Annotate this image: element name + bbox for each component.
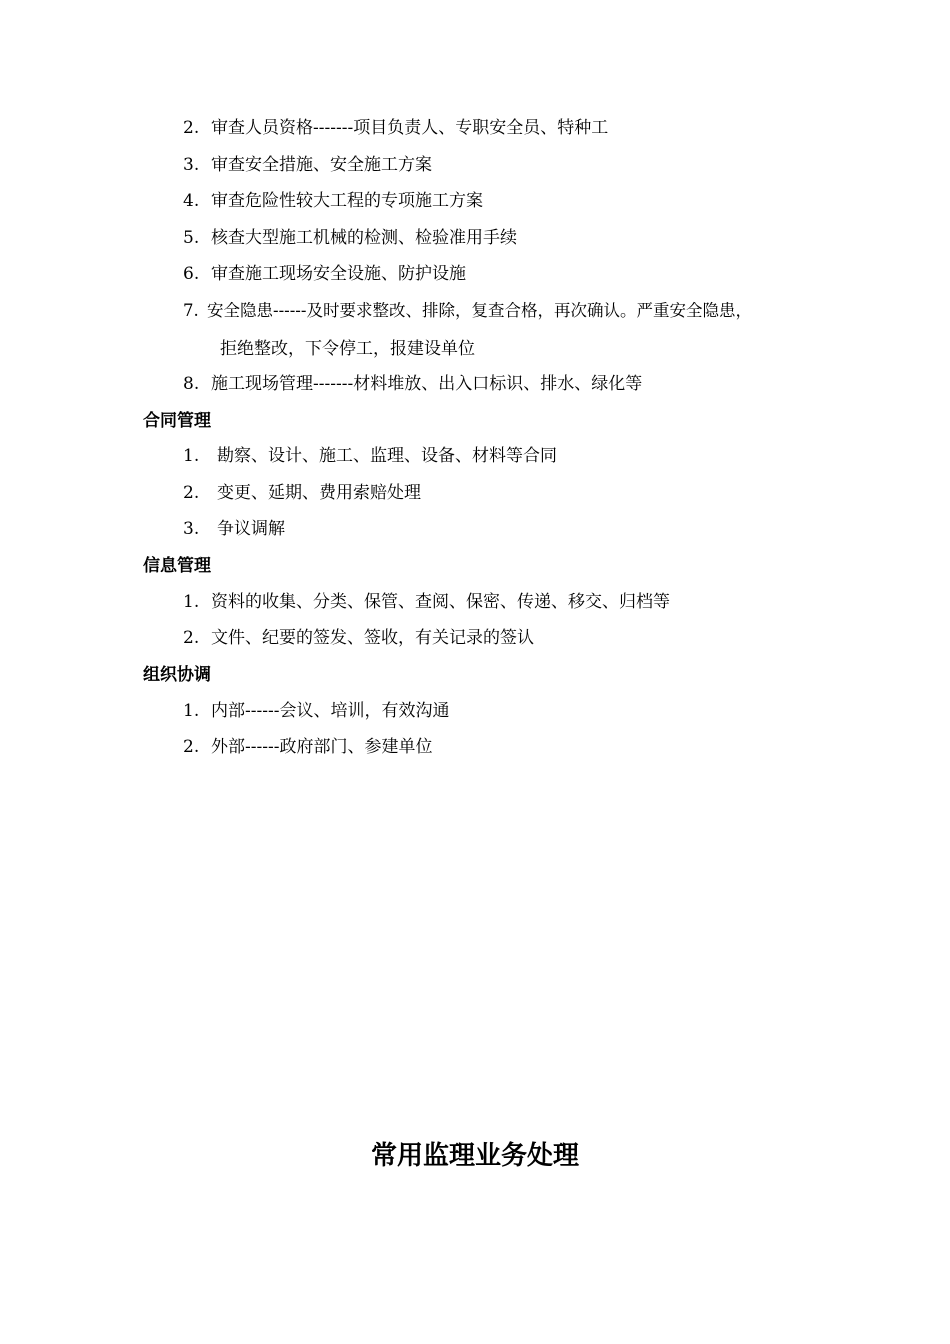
section-heading-coordination: 组织协调 (143, 665, 211, 685)
list-text: 外部------政府部门、参建单位 (211, 737, 433, 757)
list-text: 核查大型施工机械的检测、检验准用手续 (211, 228, 517, 248)
list-item (183, 189, 483, 213)
list-item (183, 153, 432, 177)
list-text: 勘察、设计、施工、监理、设备、材料等合同 (217, 446, 557, 466)
list-item (183, 226, 517, 250)
list-item (183, 444, 557, 468)
section-title: 常用监理业务处理 (370, 1141, 579, 1171)
list-item (183, 262, 466, 286)
list-item (183, 116, 608, 140)
list-text: 变更、延期、费用索赔处理 (217, 483, 421, 503)
list-text: 争议调解 (217, 519, 285, 539)
list-number: 5. (183, 228, 200, 248)
list-number: 2. (183, 483, 200, 503)
section-heading-information: 信息管理 (143, 556, 211, 576)
list-text: 审查人员资格-------项目负责人、专职安全员、特种工 (211, 118, 609, 138)
list-number: 2. (183, 118, 200, 138)
list-number: 8. (183, 374, 200, 394)
list-text: 审查危险性较大工程的专项施工方案 (211, 191, 483, 211)
list-number: 3. (183, 519, 200, 539)
list-item (183, 481, 421, 505)
list-item (183, 626, 534, 650)
list-text: 资料的收集、分类、保管、查阅、保密、传递、移交、归档等 (211, 592, 670, 612)
list-number: 7. (183, 301, 199, 320)
list-number: 1. (183, 701, 200, 721)
section-heading-contract: 合同管理 (143, 411, 211, 431)
list-text: 施工现场管理-------材料堆放、出入口标识、排水、绿化等 (211, 374, 643, 394)
list-number: 3. (183, 155, 200, 175)
list-text: 审查安全措施、安全施工方案 (211, 155, 432, 175)
list-number: 6. (183, 264, 200, 284)
list-text: 审查施工现场安全设施、防护设施 (211, 264, 466, 284)
list-number: 1. (183, 446, 200, 466)
list-text: 安全隐患------及时要求整改、排除，复查合格，再次确认。严重安全隐患， (207, 301, 752, 320)
list-item-continuation: 拒绝整改，下令停工，报建设单位 (220, 339, 475, 359)
list-item (183, 372, 642, 396)
list-item (183, 299, 752, 323)
list-item (183, 735, 432, 759)
list-item (183, 590, 670, 614)
list-number: 2. (183, 628, 200, 648)
list-text: 文件、纪要的签发、签收，有关记录的签认 (211, 628, 534, 648)
list-number: 4. (183, 191, 200, 211)
list-item (183, 699, 449, 723)
list-text: 内部------会议、培训，有效沟通 (211, 701, 450, 721)
list-item (183, 517, 285, 541)
list-number: 1. (183, 592, 200, 612)
list-number: 2. (183, 737, 200, 757)
